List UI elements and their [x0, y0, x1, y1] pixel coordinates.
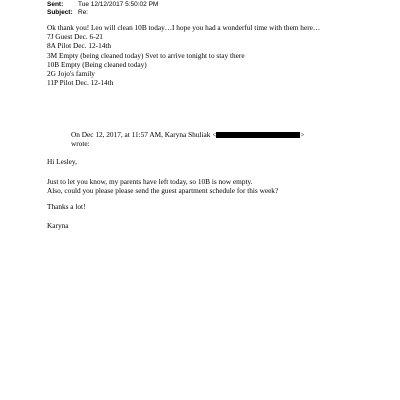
quote-signature: Karyna — [47, 221, 69, 230]
sent-label: Sent: — [47, 1, 64, 8]
reply-body — [47, 23, 320, 87]
quoted-header — [71, 130, 304, 148]
quote-body-line: Just to let you know, my parents have left today, so 10B is now empty. — [47, 177, 253, 186]
quote-body — [47, 177, 278, 195]
reply-line: 8A Pilot Dec. 12-14th — [47, 41, 112, 51]
quote-body-line: Also, could you please please send the guest apartment schedule for this week? — [47, 186, 279, 196]
subject-value: Re: — [78, 9, 89, 16]
redaction-bar — [216, 132, 300, 138]
quote-wrote: wrote: — [71, 139, 90, 149]
reply-line: Ok thank you! Leo will clean 10B today…I hope you had a wonderful time with them here… — [47, 23, 321, 32]
quote-greeting: Hi Lesley, — [47, 157, 77, 166]
reply-line: 7J Guest Dec. 6-21 — [47, 32, 103, 42]
quote-thanks: Thanks a lot! — [47, 202, 86, 211]
subject-label: Subject: — [47, 9, 73, 16]
quote-intro-end: > — [300, 130, 305, 139]
reply-line: 2G Jojo's family — [47, 69, 95, 79]
subject-row — [47, 9, 88, 17]
sent-value: Tue 12/12/2017 5:50:02 PM — [78, 1, 159, 8]
reply-line: 3M Empty (being cleaned today) Svet to arrive tonight to stay there — [47, 50, 245, 60]
quote-intro — [71, 130, 304, 139]
sent-row — [47, 1, 158, 9]
reply-line: 11P Pilot Dec. 12-14th — [47, 78, 114, 88]
quote-intro-text: On Dec 12, 2017, at 11:57 AM, Karyna Shuliak < — [71, 130, 217, 139]
reply-line: 10B Empty (Being cleaned today) — [47, 59, 147, 69]
